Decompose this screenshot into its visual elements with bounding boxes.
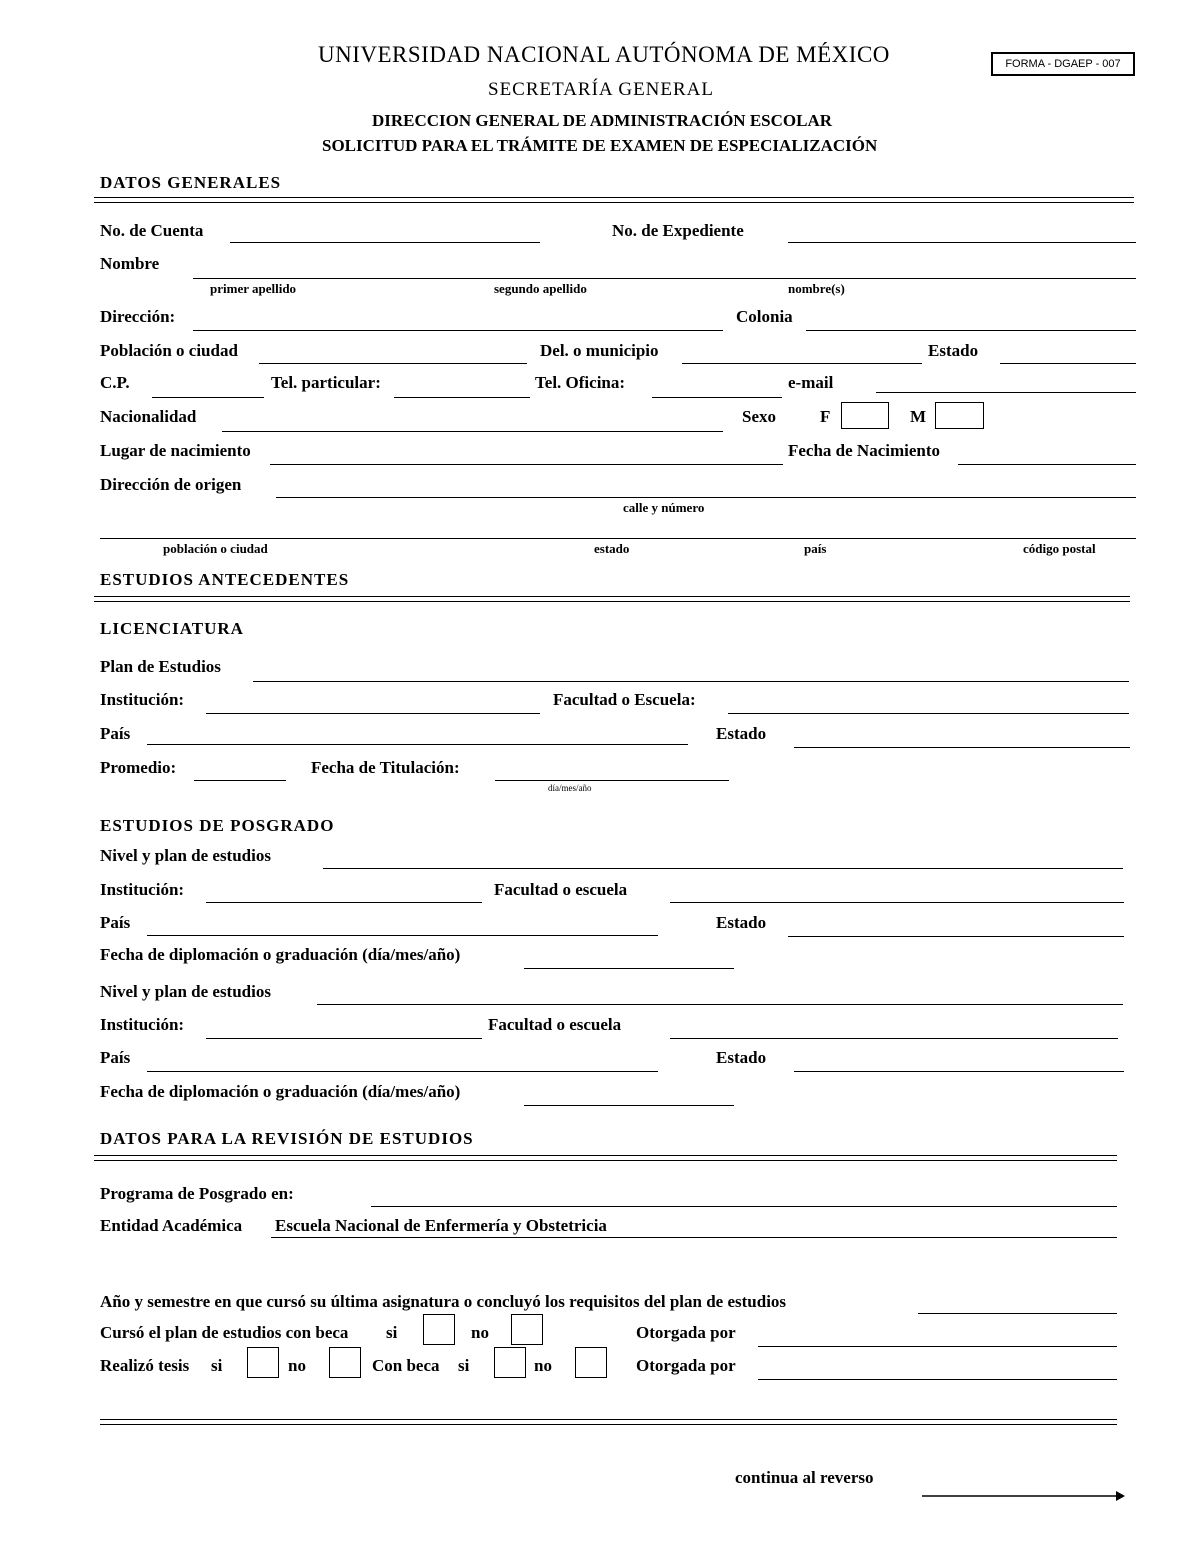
birthdate-field[interactable] bbox=[958, 464, 1136, 465]
zip-label: C.P. bbox=[100, 373, 130, 392]
postgrad-graduation-label-2: Fecha de diplomación o graduación (día/mes/año) bbox=[100, 1082, 461, 1101]
municipality-label: Del. o municipio bbox=[540, 341, 659, 360]
nationality-label: Nacionalidad bbox=[100, 407, 197, 426]
last-course-label: Año y semestre en que cursó su última asignatura o concluyó los requisitos del plan de estudios bbox=[100, 1292, 787, 1311]
thesis-scholarship-yes-label: si bbox=[458, 1356, 470, 1375]
continue-label: continua al reverso bbox=[735, 1468, 874, 1487]
office-phone-label: Tel. Oficina: bbox=[535, 373, 626, 392]
birthplace-field[interactable] bbox=[270, 464, 783, 465]
bachelor-country-label: País bbox=[100, 724, 131, 743]
name-label: Nombre bbox=[100, 254, 160, 273]
sex-m-checkbox[interactable] bbox=[935, 402, 984, 429]
second-surname-caption: segundo apellido bbox=[494, 281, 587, 296]
file-label: No. de Expediente bbox=[612, 221, 744, 240]
thesis-scholarship-yes-checkbox[interactable] bbox=[494, 1347, 526, 1378]
arrow-right-icon bbox=[922, 1489, 1126, 1503]
bachelor-institution-label: Institución: bbox=[100, 690, 185, 709]
postgrad-level-field-1[interactable] bbox=[323, 868, 1123, 869]
state-field[interactable] bbox=[1000, 363, 1136, 364]
postgrad-country-label-1: País bbox=[100, 913, 131, 932]
name-field[interactable] bbox=[193, 278, 1136, 279]
thesis-no-checkbox[interactable] bbox=[329, 1347, 361, 1378]
postgrad-level-field-2[interactable] bbox=[317, 1004, 1123, 1005]
account-label: No. de Cuenta bbox=[100, 221, 204, 240]
thesis-granted-label: Otorgada por bbox=[636, 1356, 736, 1375]
postgrad-state-field-2[interactable] bbox=[794, 1071, 1124, 1072]
bachelor-country-field[interactable] bbox=[147, 744, 688, 745]
titling-field[interactable] bbox=[495, 780, 729, 781]
postgrad-faculty-field-1[interactable] bbox=[670, 902, 1124, 903]
first-surname-caption: primer apellido bbox=[210, 281, 297, 296]
scholarship-label: Cursó el plan de estudios con beca bbox=[100, 1323, 349, 1342]
email-label: e-mail bbox=[788, 373, 834, 392]
plan-label: Plan de Estudios bbox=[100, 657, 221, 676]
address-field[interactable] bbox=[193, 330, 723, 331]
sex-label: Sexo bbox=[742, 407, 776, 426]
entity-value: Escuela Nacional de Enfermería y Obstetricia bbox=[275, 1216, 607, 1235]
postgrad-level-label-2: Nivel y plan de estudios bbox=[100, 982, 271, 1001]
origin-city-field[interactable] bbox=[100, 538, 1136, 539]
average-label: Promedio: bbox=[100, 758, 177, 777]
postgrad-country-field-2[interactable] bbox=[147, 1071, 658, 1072]
university-title: UNIVERSIDAD NACIONAL AUTÓNOMA DE MÉXICO bbox=[318, 42, 890, 67]
thesis-scholarship-no-label: no bbox=[534, 1356, 552, 1375]
postgrad-state-label-2: Estado bbox=[716, 1048, 767, 1067]
origin-label: Dirección de origen bbox=[100, 475, 242, 494]
section-divider bbox=[94, 1155, 1117, 1161]
section-studies-title: ESTUDIOS ANTECEDENTES bbox=[100, 570, 350, 589]
secretariat-title: SECRETARÍA GENERAL bbox=[488, 79, 715, 100]
last-course-field[interactable] bbox=[918, 1313, 1117, 1314]
request-title: SOLICITUD PARA EL TRÁMITE DE EXAMEN DE ESPECIALIZACIÓN bbox=[322, 136, 878, 155]
bachelor-faculty-field[interactable] bbox=[728, 713, 1129, 714]
postgrad-graduation-field-1[interactable] bbox=[524, 968, 734, 969]
form-code: FORMA - DGAEP - 007 bbox=[991, 52, 1135, 76]
sex-m-label: M bbox=[910, 407, 927, 426]
titling-label: Fecha de Titulación: bbox=[311, 758, 460, 777]
sex-f-checkbox[interactable] bbox=[841, 402, 889, 429]
scholarship-yes-checkbox[interactable] bbox=[423, 1314, 455, 1345]
postgrad-level-label-1: Nivel y plan de estudios bbox=[100, 846, 271, 865]
entity-field[interactable] bbox=[271, 1237, 1117, 1238]
file-field[interactable] bbox=[788, 242, 1136, 243]
postgrad-graduation-field-2[interactable] bbox=[524, 1105, 734, 1106]
program-field[interactable] bbox=[371, 1206, 1117, 1207]
section-postgrad-title: ESTUDIOS DE POSGRADO bbox=[100, 816, 335, 835]
scholarship-granted-field[interactable] bbox=[758, 1346, 1117, 1347]
scholarship-granted-label: Otorgada por bbox=[636, 1323, 736, 1342]
postgrad-institution-field-2[interactable] bbox=[206, 1038, 482, 1039]
colony-label: Colonia bbox=[736, 307, 793, 326]
given-names-caption: nombre(s) bbox=[788, 281, 845, 296]
thesis-granted-field[interactable] bbox=[758, 1379, 1117, 1380]
postgrad-state-field-1[interactable] bbox=[788, 936, 1124, 937]
state-label: Estado bbox=[928, 341, 979, 360]
section-general-title: DATOS GENERALES bbox=[100, 173, 282, 192]
scholarship-no-label: no bbox=[471, 1323, 489, 1342]
postgrad-institution-label-2: Institución: bbox=[100, 1015, 185, 1034]
origin-country-caption: país bbox=[804, 541, 827, 556]
nationality-field[interactable] bbox=[222, 431, 723, 432]
origin-state-caption: estado bbox=[594, 541, 630, 556]
postgrad-state-label-1: Estado bbox=[716, 913, 767, 932]
thesis-yes-label: si bbox=[211, 1356, 223, 1375]
bachelor-institution-field[interactable] bbox=[206, 713, 540, 714]
email-field[interactable] bbox=[876, 392, 1136, 393]
phone-field[interactable] bbox=[394, 397, 530, 398]
origin-city-caption: población o ciudad bbox=[163, 541, 268, 556]
sex-f-label: F bbox=[820, 407, 831, 426]
postgrad-country-label-2: País bbox=[100, 1048, 131, 1067]
date-caption: día/mes/año bbox=[548, 783, 592, 793]
origin-street-field[interactable] bbox=[276, 497, 1136, 498]
postgrad-faculty-label-2: Facultad o escuela bbox=[488, 1015, 622, 1034]
thesis-no-label: no bbox=[288, 1356, 306, 1375]
bachelor-title: LICENCIATURA bbox=[100, 619, 244, 638]
thesis-label: Realizó tesis bbox=[100, 1356, 190, 1375]
postgrad-faculty-field-2[interactable] bbox=[670, 1038, 1118, 1039]
postgrad-institution-label-1: Institución: bbox=[100, 880, 185, 899]
origin-zip-caption: código postal bbox=[1023, 541, 1096, 556]
zip-field[interactable] bbox=[152, 397, 264, 398]
section-divider bbox=[94, 596, 1130, 602]
address-label: Dirección: bbox=[100, 307, 176, 326]
section-review-title: DATOS PARA LA REVISIÓN DE ESTUDIOS bbox=[100, 1129, 474, 1148]
bachelor-state-field[interactable] bbox=[794, 747, 1130, 748]
average-field[interactable] bbox=[194, 780, 286, 781]
program-label: Programa de Posgrado en: bbox=[100, 1184, 294, 1203]
postgrad-country-field-1[interactable] bbox=[147, 935, 658, 936]
entity-label: Entidad Académica bbox=[100, 1216, 243, 1235]
street-caption: calle y número bbox=[623, 500, 705, 515]
account-field[interactable] bbox=[230, 242, 540, 243]
city-field[interactable] bbox=[259, 363, 527, 364]
section-divider bbox=[94, 197, 1134, 203]
scholarship-yes-label: si bbox=[386, 1323, 398, 1342]
bachelor-state-label: Estado bbox=[716, 724, 767, 743]
office-phone-field[interactable] bbox=[652, 397, 782, 398]
directorate-title: DIRECCION GENERAL DE ADMINISTRACIÓN ESCOLAR bbox=[372, 111, 833, 130]
bottom-divider bbox=[100, 1419, 1117, 1425]
birthdate-label: Fecha de Nacimiento bbox=[788, 441, 941, 460]
birthplace-label: Lugar de nacimiento bbox=[100, 441, 251, 460]
postgrad-graduation-label-1: Fecha de diplomación o graduación (día/mes/año) bbox=[100, 945, 461, 964]
thesis-yes-checkbox[interactable] bbox=[247, 1347, 279, 1378]
plan-field[interactable] bbox=[253, 681, 1129, 682]
colony-field[interactable] bbox=[806, 330, 1136, 331]
municipality-field[interactable] bbox=[682, 363, 922, 364]
city-label: Población o ciudad bbox=[100, 341, 238, 360]
thesis-scholarship-label: Con beca bbox=[372, 1356, 440, 1375]
bachelor-faculty-label: Facultad o Escuela: bbox=[553, 690, 696, 709]
thesis-scholarship-no-checkbox[interactable] bbox=[575, 1347, 607, 1378]
postgrad-faculty-label-1: Facultad o escuela bbox=[494, 880, 628, 899]
postgrad-institution-field-1[interactable] bbox=[206, 902, 482, 903]
scholarship-no-checkbox[interactable] bbox=[511, 1314, 543, 1345]
phone-label: Tel. particular: bbox=[271, 373, 381, 392]
